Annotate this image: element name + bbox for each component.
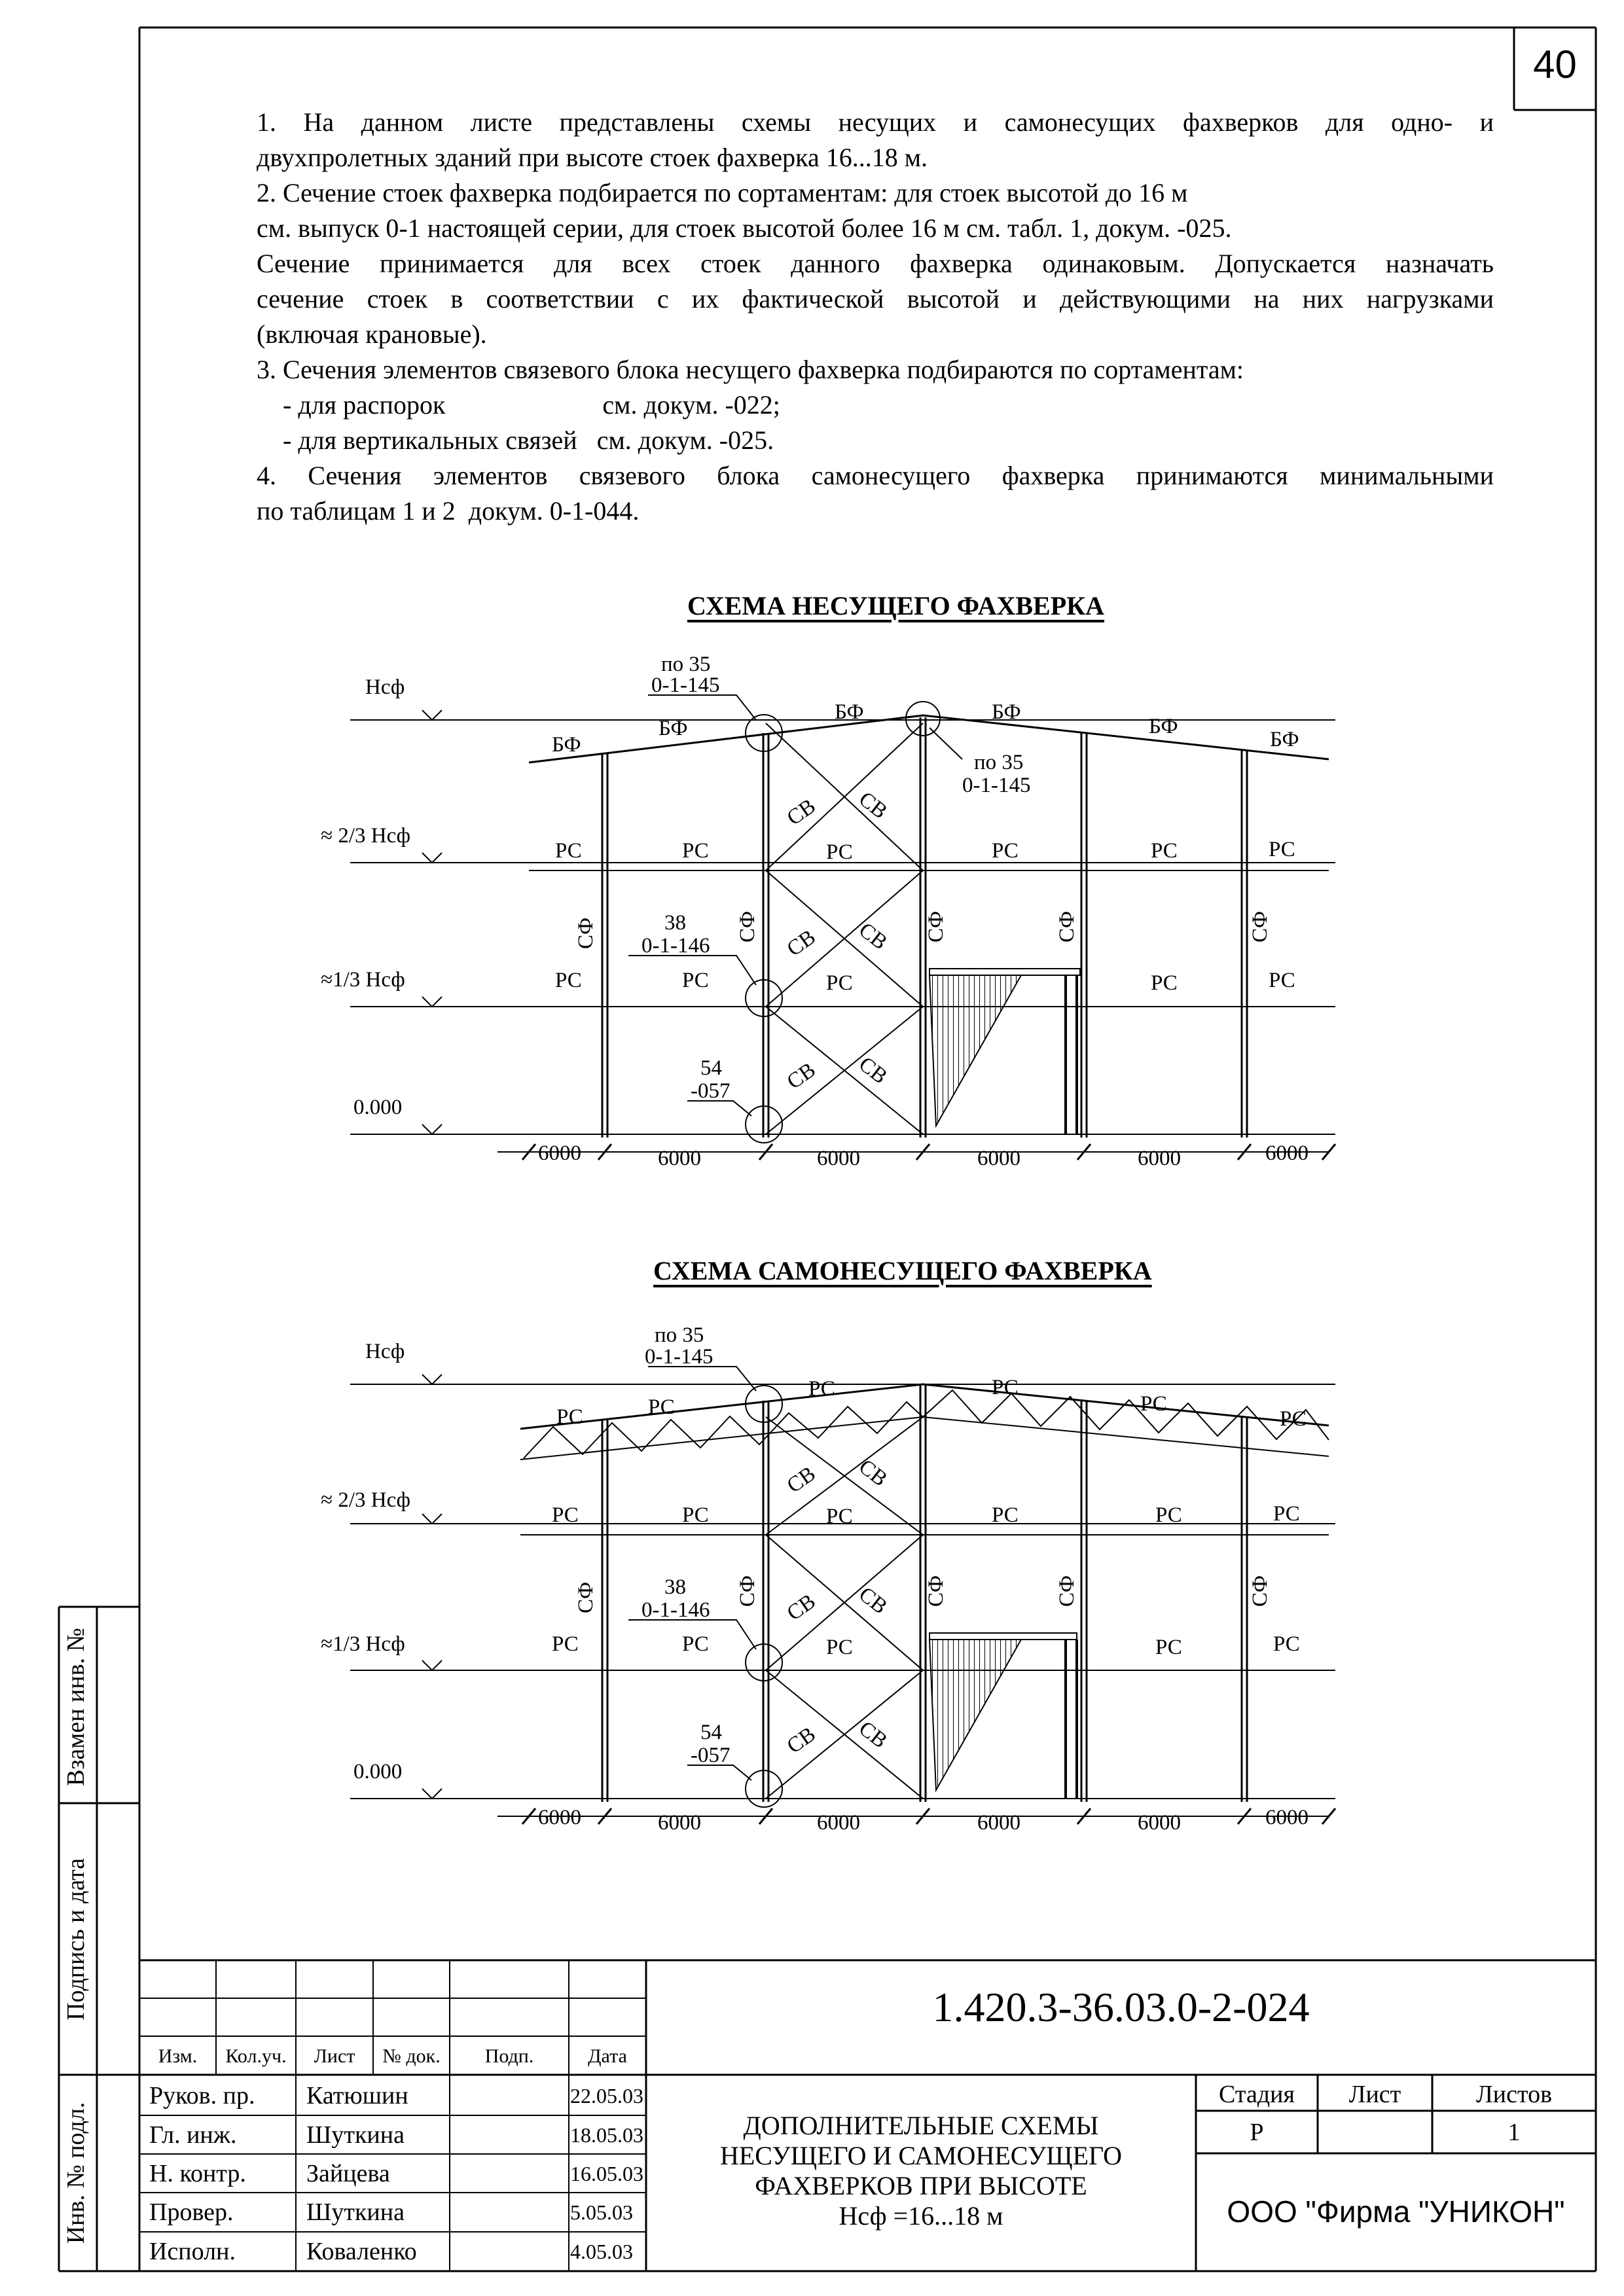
member-label: СВ [854, 1052, 892, 1089]
span-label: 6000 [1138, 1811, 1181, 1835]
member-label: СВ [782, 794, 820, 831]
col-header: Кол.уч. [225, 2045, 287, 2067]
member-label: СФ [736, 910, 759, 942]
ref-note: 0-1-146 [641, 1598, 710, 1622]
role-label: Провер. [149, 2198, 234, 2226]
ref-note: по 35 [661, 653, 711, 676]
ref-note: 54 [700, 1721, 722, 1744]
note-line: сечение стоек в соответствии с их фактической высотой и действующими на них нагрузками [257, 284, 1494, 314]
sign-date: 22.05.03 [570, 2084, 643, 2108]
level-label: Нсф [365, 1340, 405, 1363]
role-label: Исполн. [149, 2238, 236, 2265]
member-label: РС [826, 1636, 853, 1659]
member-label: РС [682, 1632, 709, 1656]
role-label: Руков. пр. [149, 2082, 255, 2109]
title-line: Нсф =16...18 м [839, 2201, 1003, 2231]
member-label: СВ [854, 1454, 892, 1492]
col-header: № док. [382, 2045, 441, 2067]
member-label: СФ [1248, 910, 1272, 942]
ref-note: 0-1-145 [645, 1345, 713, 1369]
document-code: 1.420.3-36.03.0-2-024 [932, 1984, 1310, 2030]
member-label: СФ [924, 1575, 948, 1607]
signer-name: Зайцева [306, 2160, 390, 2187]
note-line: - для распорок см. докум. -022; [257, 390, 780, 420]
signer-name: Коваленко [306, 2238, 417, 2265]
member-label: СФ [736, 1575, 759, 1607]
sheet-number: 40 [1533, 43, 1577, 86]
signer-name: Шуткина [306, 2121, 405, 2149]
span-label: 6000 [658, 1811, 701, 1835]
member-label: РС [1155, 1503, 1182, 1527]
ref-note: -057 [691, 1744, 731, 1767]
member-label: БФ [1270, 728, 1299, 751]
role-label: Н. контр. [149, 2160, 246, 2187]
side-stamp-original-inv: Инв. № подл. [62, 2102, 90, 2244]
span-label: 6000 [1138, 1147, 1181, 1170]
member-label: СВ [782, 1058, 820, 1094]
level-label: 0.000 [353, 1096, 403, 1119]
member-label: РС [552, 1503, 579, 1527]
sign-date: 4.05.03 [570, 2240, 633, 2263]
stage-label: Стадия [1219, 2081, 1295, 2108]
note-line: 2. Сечение стоек фахверка подбирается по сортаментам: для стоек высотой до 16 м [257, 178, 1188, 207]
member-label: РС [682, 969, 709, 992]
note-line: 1. На данном листе представлены схемы несущих и самонесущих фахверков для одно- и [257, 107, 1494, 137]
member-label: РС [992, 839, 1019, 863]
span-label: 6000 [1265, 1141, 1308, 1165]
role-label: Гл. инж. [149, 2121, 237, 2149]
note-line: (включая крановые). [257, 319, 487, 349]
member-label: РС [1273, 1632, 1300, 1656]
member-label: РС [1273, 1502, 1300, 1526]
ref-note: по 35 [974, 751, 1024, 774]
level-label: 0.000 [353, 1760, 403, 1784]
sign-date: 16.05.03 [570, 2162, 643, 2185]
member-label: РС [992, 1503, 1019, 1527]
level-label: ≈ 2/3 Нсф [321, 1488, 411, 1512]
member-label: СВ [782, 1462, 820, 1498]
document-title [646, 2111, 1196, 2231]
member-label: РС [826, 1505, 853, 1528]
sheet-label: Лист [1348, 2081, 1401, 2108]
note-line: 4. Сечения элементов связевого блока самонесущего фахверка принимаются минимальными [257, 461, 1494, 490]
member-label: РС [826, 840, 853, 864]
span-label: 6000 [977, 1811, 1020, 1835]
member-label: СФ [574, 1581, 598, 1613]
member-label: СФ [1055, 910, 1079, 942]
sheets-value: 1 [1507, 2119, 1521, 2146]
member-label: БФ [659, 717, 688, 740]
level-label: ≈1/3 Нсф [321, 968, 405, 992]
note-line: см. выпуск 0-1 настоящей серии, для стоек высотой более 16 м см. табл. 1, докум. -025. [257, 213, 1232, 243]
level-label: ≈ 2/3 Нсф [321, 824, 411, 848]
member-label: РС [826, 971, 853, 995]
signer-name: Катюшин [306, 2082, 408, 2109]
member-label: СВ [854, 1582, 892, 1619]
ref-note: -057 [691, 1079, 731, 1103]
col-header: Изм. [158, 2045, 198, 2067]
member-label: РС [1269, 838, 1295, 861]
member-label: СФ [574, 917, 598, 949]
member-label: РС [992, 1376, 1019, 1399]
member-label: РС [808, 1377, 835, 1401]
signer-name: Шуткина [306, 2198, 405, 2226]
member-label: РС [682, 1503, 709, 1527]
member-label: РС [555, 839, 582, 863]
note-line: по таблицам 1 и 2 докум. 0-1-044. [257, 496, 640, 526]
col-header: Подп. [484, 2045, 534, 2067]
scheme1-title: СХЕМА НЕСУЩЕГО ФАХВЕРКА [687, 591, 1105, 620]
member-label: РС [1280, 1407, 1307, 1431]
member-label: РС [682, 839, 709, 863]
note-line: двухпролетных зданий при высоте стоек фахверка 16...18 м. [257, 143, 928, 172]
span-label: 6000 [977, 1147, 1020, 1170]
scheme2-title: СХЕМА САМОНЕСУЩЕГО ФАХВЕРКА [653, 1256, 1152, 1285]
ref-note: 54 [700, 1056, 722, 1080]
title-line: НЕСУЩЕГО И САМОНЕСУЩЕГО [719, 2141, 1123, 2170]
member-label: РС [555, 969, 582, 992]
member-label: БФ [992, 700, 1021, 724]
side-stamp-replacement: Взамен инв. № [62, 1628, 90, 1786]
sheets-label: Листов [1475, 2081, 1553, 2108]
span-label: 6000 [538, 1806, 581, 1829]
member-label: СВ [782, 925, 820, 961]
member-label: СВ [782, 1722, 820, 1759]
member-label: РС [1151, 839, 1178, 863]
note-line: 3. Сечения элементов связевого блока несущего фахверка подбираются по сортаментам: [257, 355, 1244, 384]
col-header: Дата [588, 2045, 627, 2067]
ref-note: 0-1-145 [651, 673, 720, 697]
ref-note: 38 [664, 1575, 686, 1599]
member-label: БФ [1149, 715, 1178, 738]
span-label: 6000 [658, 1147, 701, 1170]
level-label: ≈1/3 Нсф [321, 1632, 405, 1656]
level-label: Нсф [365, 675, 405, 699]
stage-value: Р [1250, 2119, 1264, 2146]
title-line: ДОПОЛНИТЕЛЬНЫЕ СХЕМЫ [743, 2111, 1099, 2140]
member-label: РС [1155, 1636, 1182, 1659]
member-label: РС [556, 1405, 583, 1429]
member-label: СФ [924, 910, 948, 942]
sign-date: 18.05.03 [570, 2123, 643, 2147]
member-label: РС [1140, 1392, 1167, 1416]
ref-note: по 35 [655, 1323, 704, 1347]
sign-date: 5.05.03 [570, 2200, 633, 2224]
span-label: 6000 [817, 1811, 860, 1835]
col-header: Лист [314, 2045, 355, 2067]
member-label: РС [648, 1395, 675, 1419]
span-label: 6000 [1265, 1806, 1308, 1829]
member-label: СФ [1248, 1575, 1272, 1607]
ref-note: 0-1-145 [962, 774, 1031, 797]
member-label: СФ [1055, 1575, 1079, 1607]
member-label: РС [1151, 971, 1178, 995]
note-line: Сечение принимается для всех стоек данного фахверка одинаковым. Допускается назначать [257, 249, 1494, 278]
ref-note: 0-1-146 [641, 934, 710, 958]
member-label: РС [552, 1632, 579, 1656]
member-label: РС [1269, 969, 1295, 992]
title-line: ФАХВЕРКОВ ПРИ ВЫСОТЕ [755, 2171, 1087, 2200]
note-line: - для вертикальных связей см. докум. -025. [257, 425, 774, 455]
ref-note: 38 [664, 911, 686, 935]
side-stamp-signature-date: Подпись и дата [62, 1857, 90, 2021]
span-label: 6000 [538, 1141, 581, 1165]
company-name: ООО "Фирма "УНИКОН" [1227, 2195, 1565, 2229]
member-label: БФ [835, 700, 864, 724]
member-label: СВ [854, 918, 892, 955]
member-label: БФ [552, 733, 581, 757]
member-label: СВ [854, 1716, 892, 1753]
member-label: СВ [854, 787, 892, 824]
span-label: 6000 [817, 1147, 860, 1170]
member-label: СВ [782, 1589, 820, 1626]
